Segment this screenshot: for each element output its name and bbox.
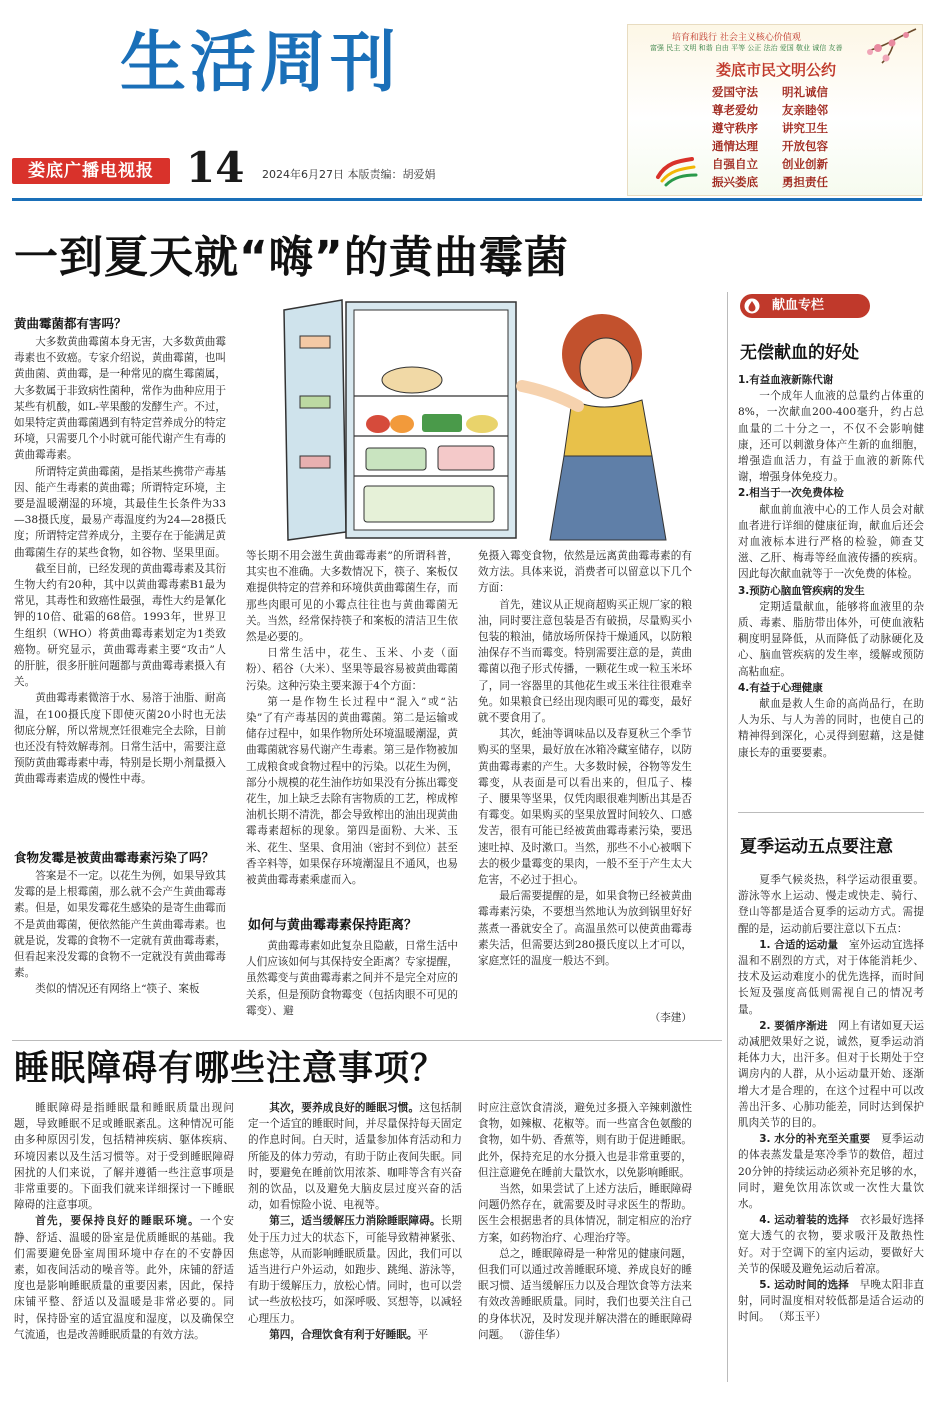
donation-point-head: 1.有益血液新陈代谢 [738,374,834,386]
paragraph: 当然，如果尝试了上述方法后，睡眠障碍问题仍然存在，就需要及时寻求医生的帮助。医生会根据患者的具体情况，制定相应的治疗方案，如药物治疗、心理治疗等。 [478,1183,692,1244]
paragraph: 所谓特定黄曲霉菌，是指某些携带产毒基因、能产生毒素的黄曲霉；所谓特定环境，主要是温暖潮湿的环境，其最佳生长条件为33—38摄氏度，最易产毒温度约为24—28摄氏度；所谓特定营养成分，主要存在于能满足黄曲霉菌生存的某些食物，如谷物、坚果里面。 [14,465,226,559]
covenant-title: 娄底市民文明公约 [715,61,836,79]
paragraph: 黄曲霉毒素微溶于水、易溶于油脂、耐高温，在100摄氏度下即使灭菌20小时也无法彻底分解，所以常规烹饪很难完全去除，目前也还没有特效解毒剂。日常生活中，需要注意预防黄曲霉毒素中毒，特别是长期小剂量摄入黄曲霉毒素造成的慢性中毒。 [14,692,226,786]
column-divider [727,292,728,1382]
article1-headline: 一到夏天就“嗨”的黄曲霉菌 [14,232,569,283]
exercise-point-body: 夏季运动的体表蒸发量是寒冷季节的数倍，超过20分钟的持续运动必须补充足够的水，同时，避免饮用冻饮或一次性大量饮水。 [738,1133,924,1211]
summer-exercise-title: 夏季运动五点要注意 [740,837,893,857]
exercise-point-body: 网上有诸如夏天运动减肥效果好之说，诚然，夏季运动消耗体力大，出汗多。但对于长期处于空调房内的人群，从小运动量开始、逐渐增大才是合理的，在这个过程中可以改善出汗多、心肺功能差，同时达到保护肌肉关节的目的。 [738,1019,924,1130]
paragraph: 大多数黄曲霉菌本身无害，大多数黄曲霉毒素也不致癌。专家介绍说，黄曲霉菌，也叫黄曲菌、黄曲霉，是一种常见的腐生霉菌属，大多数属于非致病性菌种，常作为曲种应用于某些有机酸，如L-苹果酸的发酵生产。不过，如果特定黄曲霉菌遇到有特定营养成分的特定环境，只需要几个小时就可能代谢产生有毒的黄曲霉毒素。 [14,336,226,462]
exercise-point-body: 室外运动宜选择温和不剧烈的方式，对于体能消耗少、技术及运动难度小的优先选择，而时间长短及强度高低则需视自己的情况考量。 [738,938,924,1016]
donation-point-head: 3.预防心脑血管疾病的发生 [738,584,865,597]
article1-byline: （李建） [649,1012,692,1024]
core-values-line: 富强 民主 文明 和谐 自由 平等 公正 法治 爱国 敬业 诚信 友善 [650,44,843,52]
masthead-title: 生活周刊 [120,24,400,101]
article1-column-1b [14,868,226,1026]
paragraph: 黄曲霉毒素如此复杂且隐蔽，日常生活中人们应该如何与其保持安全距离？专家提醒，虽然霉变与黄曲霉毒素之间并不是完全对应的关系，但是预防食物霉变（包括肉眼不可见的霉变）、避 [246,940,458,1017]
paragraph: 献血是救人生命的高尚品行，在助人为乐、与人为善的同时，也使自己的精神得到深化，心灵得到慰藉，这是健康长寿的重要要素。 [738,698,924,759]
article1-subhead-1: 黄曲霉菌都有害吗？ [14,316,127,331]
covenant-phrase: 创业创新 [782,157,828,171]
donation-column-tag: 献血专栏 [740,294,870,318]
lead-body: 一个安静、舒适、温暖的卧室是优质睡眠的基础。我们需要避免卧室周围环境中存在的不安静因素，如夜间活动的噪音等。此外，床铺的舒适度也是影响睡眠质量的重要因素，因此，保持床铺平整、舒适以及温暖是非常必要的。同时，保持卧室的适宜温度和湿度，以及确保空气流通，也是改善睡眠质量的有效方法。 [14,1215,234,1341]
article1-column-2b [246,938,458,1028]
exercise-point-body: 衣衫最好选择宽大透气的衣物，要求吸汗及散热性好。对于空调下的室内运动，要做好大关节的保暖及避免运动后着凉。 [738,1214,924,1275]
lead-body: 长期处于压力过大的状态下，可能导致精神紧张、焦虑等，从而影响睡眠质量。因此，我们可以适当进行户外运动，如跑步、跳绳、游泳等，有助于缓解压力，放松心情。同时，也可以尝试一些放松技巧，如深呼吸、冥想等，以减轻心理压力。 [248,1215,462,1325]
covenant-line [712,137,912,155]
covenant-phrase: 振兴娄底 [712,175,758,189]
paragraph [738,1131,924,1212]
paragraph [478,1246,692,1343]
covenant-lines [712,83,912,191]
lead-sentence: 第三，适当缓解压力消除睡眠障碍。 [269,1215,441,1228]
covenant-line [712,83,912,101]
exercise-point-head: 5. 运动时间的选择 [759,1279,849,1292]
article2-byline: （游佳华） [513,1328,567,1341]
fridge-woman-illustration [282,296,682,544]
paragraph: 睡眠障碍是指睡眠量和睡眠质量出现问题，导致睡眠不足或睡眠紊乱。这种情况可能由多种原因引发，包括精神疾病、躯体疾病、环境因素以及生活习惯等。对于受到睡眠障碍困扰的人们来说，了解并遵循一些注意事项是非常重要的。下面我们就来详细探讨一下睡眠障碍的注意事项。 [14,1102,234,1212]
covenant-line [712,119,912,137]
covenant-slogan: 培育和践行 社会主义核心价值观 [672,33,801,43]
exercise-point-head: 3. 水分的补充至关重要 [759,1133,871,1146]
paragraph: 日常生活中，花生、玉米、小麦（面粉）、稻谷（大米）、坚果等最容易被黄曲霉菌污染。这种污染主要来源于4个方面： [246,647,458,692]
lead-sentence: 第四，合理饮食有利于好睡眠。 [269,1328,418,1341]
masthead-rule [12,198,922,201]
blood-drop-icon [744,298,760,314]
lead-sentence: 其次，要养成良好的睡眠习惯。 [269,1102,420,1114]
article1-subhead-2: 食物发霉是被黄曲霉毒素污染了吗？ [14,850,215,865]
covenant-phrase: 明礼诚信 [782,85,828,99]
paragraph: 时应注意饮食清淡，避免过多摄入辛辣刺激性食物，如辣椒、花椒等。而一些富含色氨酸的食物，如牛奶、香蕉等，则有助于促进睡眠。此外，保持充足的水分摄入也是非常重要的，但注意避免在睡前大量饮水，以免影响睡眠。 [478,1102,692,1179]
article2-column-2 [248,1100,462,1384]
paragraph: 最后需要提醒的是，如果食物已经被黄曲霉毒素污染，不要想当然地认为放到锅里好好蒸煮一番就安全了。高温虽然可以使黄曲霉毒素失活，但需要达到280摄氏度以上才可以，家庭烹饪的温度一般达不到。 [478,890,692,968]
paragraph [738,1212,924,1277]
covenant-phrase: 自强自立 [712,157,758,171]
lead-sentence: 首先，要保持良好的睡眠环境。 [35,1215,200,1228]
article1-column-3 [478,548,692,1010]
paragraph-text: 总之，睡眠障碍是一种常见的健康问题，但我们可以通过改善睡眠环境、养成良好的睡眠习惯、适当缓解压力以及合理饮食等方法来有效改善睡眠质量。同时，我们也要关注自己的身体状况，及时发现并解决潜在的睡眠障碍问题。 [478,1247,692,1341]
article2-column-3 [478,1100,692,1384]
paragraph: 截至目前，已经发现的黄曲霉毒素及其衍生物大约有20种，其中以黄曲霉毒素B1最为常见，其毒性和致癌性最强，毒性大约是氰化钾的10倍、砒霜的68倍。1993年，世界卫生组织（WHO）将黄曲霉毒素划定为1类致癌物。研究显示，黄曲霉毒素主要“攻击”人的肝脏，很多肝脏问题都与黄曲霉毒素摄入有关。 [14,562,226,689]
section-divider [738,812,924,813]
paper-logo: 娄底广播电视报 [12,158,170,184]
exercise-point-head: 2. 要循序渐进 [759,1019,828,1032]
paragraph [248,1100,462,1213]
paragraph [248,1213,462,1326]
paragraph [248,1327,462,1343]
page-number: 14 [186,143,245,192]
donation-body [738,372,924,792]
summer-byline: （郑玉平） [773,1311,827,1324]
article2-column-1 [14,1100,234,1384]
covenant-phrase: 遵守秩序 [712,121,758,135]
exercise-point-head: 1. 合适的运动量 [759,938,839,951]
covenant-phrase: 通情达理 [712,139,758,153]
covenant-phrase: 尊老爱幼 [712,103,758,117]
summer-exercise-body [738,872,924,1382]
paragraph: 一个成年人血液的总量约占体重的8%，一次献血200-400毫升，约占总血量的二十分之一，不仅不会影响健康，还可以刺激身体产生新的血细胞，增强造血活力，有益于血液的新陈代谢，增强身体免疫力。 [738,390,924,484]
section-divider [12,1040,722,1041]
covenant-line [712,101,912,119]
article2-headline: 睡眠障碍有哪些注意事项？ [14,1049,447,1089]
exercise-point-body: 早晚太阳非直射，同时温度相对较低都是适合运动的时间。 [738,1279,924,1324]
donation-title: 无偿献血的好处 [740,343,859,363]
article1-subhead-3: 如何与黄曲霉毒素保持距离？ [248,918,418,933]
covenant-phrase: 开放包容 [782,139,828,153]
covenant-phrase: 勇担责任 [782,175,828,189]
exercise-point-head: 4. 运动着装的选择 [759,1214,849,1227]
article1-column-1 [14,334,226,842]
paragraph: 首先，建议从正规商超购买正规厂家的粮油，同时要注意包装是否有破损，尽量购买小包装的粮油，储放场所保持干燥通风，以防粮油保存不当而霉变。特别需要注意的是，黄曲霉菌以孢子形式传播，一颗花生或一粒玉米坏了，同一容器里的其他花生或玉米往往很难幸免。如果粮食已经出现肉眼可见的霉变，最好就不要食用了。 [478,598,692,725]
civic-covenant-box [627,24,923,196]
paragraph [14,1213,234,1343]
paragraph: 定期适量献血，能够将血液里的杂质、毒素、脂肪带出体外，可使血液粘稠度明显降低，从而降低了动脉硬化及心、脑血管疾病的发生率，缓解或预防高粘血症。 [738,600,924,678]
covenant-phrase: 友亲睦邻 [782,103,828,117]
paragraph [738,1277,924,1326]
covenant-line [712,173,912,191]
covenant-line [712,155,912,173]
paragraph [738,1018,924,1131]
article1-column-2 [246,548,458,896]
covenant-phrase: 爱国守法 [712,85,758,99]
paragraph [738,937,924,1018]
paragraph: 免摄入霉变食物，依然是远离黄曲霉毒素的有效方法。具体来说，消费者可以留意以下几个方面： [478,550,692,595]
paragraph: 等长期不用会滋生黄曲霉毒素”的所谓科普，其实也不准确。大多数情况下，筷子、案板仅难提供特定的营养和环境供黄曲霉菌生存，而那些肉眼可见的小霉点往往也与黄曲霉菌无关。当然，经常保持筷子和案板的清洁卫生依然是必要的。 [246,550,458,644]
paragraph: 其次，蚝油等调味品以及春夏秋三个季节购买的坚果，最好放在冰箱冷藏室储存，以防黄曲霉毒素的产生。大多数时候，谷物等发生霉变，从表面是可以看出来的，但瓜子、榛子、腰果等坚果，仅凭肉眼很难判断出其是否有霉变。如果购买的坚果放置时间较久、口感发苦，很有可能已经被黄曲霉毒素污染，要迅速吐掉、及时漱口。当然，那些不小心被咽下去的极少量霉变的果肉，一般不至于产生太大危害，不必过于担心。 [478,728,692,887]
donation-point-head: 4.有益于心理健康 [738,681,823,694]
covenant-phrase: 讲究卫生 [782,121,828,135]
paragraph: 答案是不一定。以花生为例，如果导致其发霉的是上根霉菌，那么就不会产生黄曲霉毒素。但是，如果发霉花生感染的是寄生曲霉而不是黄曲霉菌，便依然能产生黄曲霉毒素。也就是说，发霉的食物不一定就有黄曲霉毒素，但看起来没发霉的食物不一定就没有黄曲霉毒素。 [14,870,226,980]
paragraph: 类似的情况还有网络上“筷子、案板 [35,983,200,996]
donation-point-head: 2.相当于一次免费体检 [738,487,844,500]
issue-meta: 2024年6月27日 本版责编：胡爱娟 [262,168,436,181]
paragraph: 献血前血液中心的工作人员会对献血者进行详细的健康征询，献血后还会对血液标本进行严格的检验，筛查艾滋、乙肝、梅毒等经血液传播的疾病。因此每次献血就等于一次免费的体检。 [738,503,924,581]
lead-body: 这包括制定一个适宜的睡眠时间，并尽量保持每天固定的作息时间。白天时，适量参加体育活动和力所能及的体力劳动，有助于防止夜间失眠。同时，要避免在睡前饮用浓茶、咖啡等含有兴奋剂的饮品，以及避免大脑皮层过度兴奋的活动，如看惊险小说、电视等。 [248,1102,462,1212]
paragraph: 夏季气候炎热，科学运动很重要。游泳等水上运动、慢走或快走、骑行、登山等都是适合夏季的运动方式。需提醒的是，运动前后要注意以下五点： [738,874,924,935]
civilization-emblem-icon [652,153,702,189]
paragraph: 第一是作物生长过程中“混入”或“沾染”了有产毒基因的黄曲霉菌。第二是运输或储存过程中，如果作物所处环境温暖潮湿，黄曲霉菌就容易代谢产生毒素。第三是作物被加工成粮食或食物过程中的污染。以花生为例，部分小规模的花生油作坊如果没有分拣出霉变花生，加上缺乏去除有害物质的工艺，榨成榨油机长期不清洗，都会导致榨出的油出现黄曲霉毒素超标的现象。第四是面粉、大米、玉米、花生、坚果、食用油（密封不到位）甚至香辛料等，如果保存环境潮湿且不通风，也易被黄曲霉毒素乘虚而入。 [246,695,458,887]
lead-body: 平 [417,1328,429,1341]
